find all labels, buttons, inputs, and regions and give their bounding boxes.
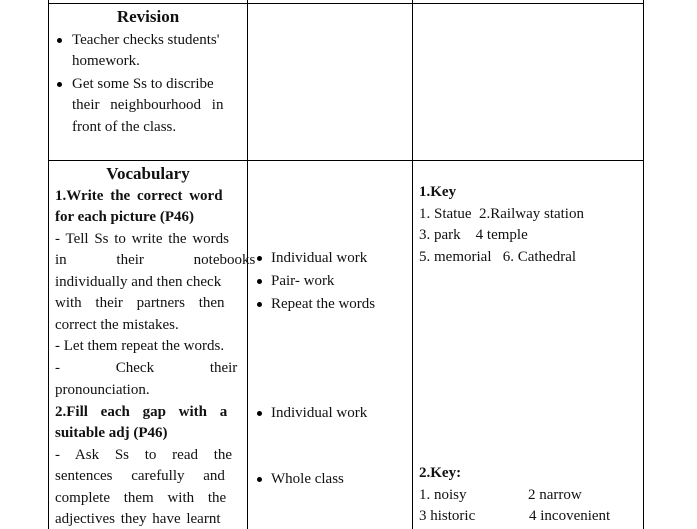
revision-bullet-2-line-1: Get some Ss to discribe — [72, 76, 214, 92]
task1-instruction-5: correct the mistakes. — [55, 317, 179, 333]
task1-title-line-2: for each picture (P46) — [55, 209, 194, 225]
revision-bullet-2-line-2: their neighbourhood in — [72, 97, 224, 113]
key2-row2-left: 3 historic — [419, 508, 476, 524]
task2-instruction-2: sentences carefully and — [55, 468, 225, 484]
bullet-icon — [257, 411, 262, 416]
revision-heading: Revision — [116, 7, 180, 26]
interaction-task1-3: Repeat the words — [271, 296, 376, 312]
task1-instruction-1: - Tell Ss to write the words — [55, 231, 229, 247]
bullet-icon — [257, 477, 262, 482]
bullet-icon — [57, 38, 62, 43]
revision-bullet-1-line-1: Teacher checks students' — [72, 32, 220, 48]
task2-title-line-1: 2.Fill each gap with a — [55, 404, 228, 420]
task1-instruction-7: - Check their — [55, 360, 238, 376]
task1-instruction-8: pronounciation. — [55, 382, 150, 398]
bullet-icon — [257, 302, 262, 307]
interaction-task1-1: Individual work — [271, 250, 368, 266]
key1-heading: 1.Key — [419, 184, 457, 200]
task1-instruction-4: with their partners then — [55, 295, 225, 311]
vocabulary-heading: Vocabulary — [106, 164, 190, 183]
key2-row1-right: 2 narrow — [528, 487, 582, 503]
task2-title-line-2: suitable adj (P46) — [55, 425, 168, 441]
task1-title-line-1: 1.Write the correct word — [55, 188, 223, 204]
interaction-task1-2: Pair- work — [271, 273, 335, 289]
right-border — [643, 0, 644, 529]
task2-instruction-4: adjectives they have learnt — [55, 511, 221, 527]
left-border — [48, 0, 49, 529]
key1-line-1: 1. Statue 2.Railway station — [419, 206, 584, 222]
task1-instruction-3: individually and then check — [55, 274, 222, 290]
bullet-icon — [57, 82, 62, 87]
top-border — [48, 3, 644, 4]
task1-instruction-6: - Let them repeat the words. — [55, 338, 225, 354]
revision-bullet-2-line-3: front of the class. — [72, 119, 177, 135]
key1-line-3: 5. memorial 6. Cathedral — [419, 249, 577, 265]
key2-heading: 2.Key: — [419, 465, 462, 481]
task2-instruction-3: complete them with the — [55, 490, 227, 506]
row-divider — [48, 160, 644, 161]
column-divider-2 — [412, 0, 413, 529]
interaction-task2-whole-class: Whole class — [271, 471, 344, 487]
interaction-task2-individual: Individual work — [271, 405, 368, 421]
bullet-icon — [257, 279, 262, 284]
key2-row2-right: 4 incovenient — [529, 508, 611, 524]
task1-instruction-2: in their notebooks — [55, 252, 256, 268]
key1-line-2: 3. park 4 temple — [419, 227, 528, 243]
task2-instruction-1: - Ask Ss to read the — [55, 447, 233, 463]
revision-bullet-1-line-2: homework. — [72, 53, 140, 69]
bullet-icon — [257, 256, 262, 261]
key2-row1-left: 1. noisy — [419, 487, 467, 503]
